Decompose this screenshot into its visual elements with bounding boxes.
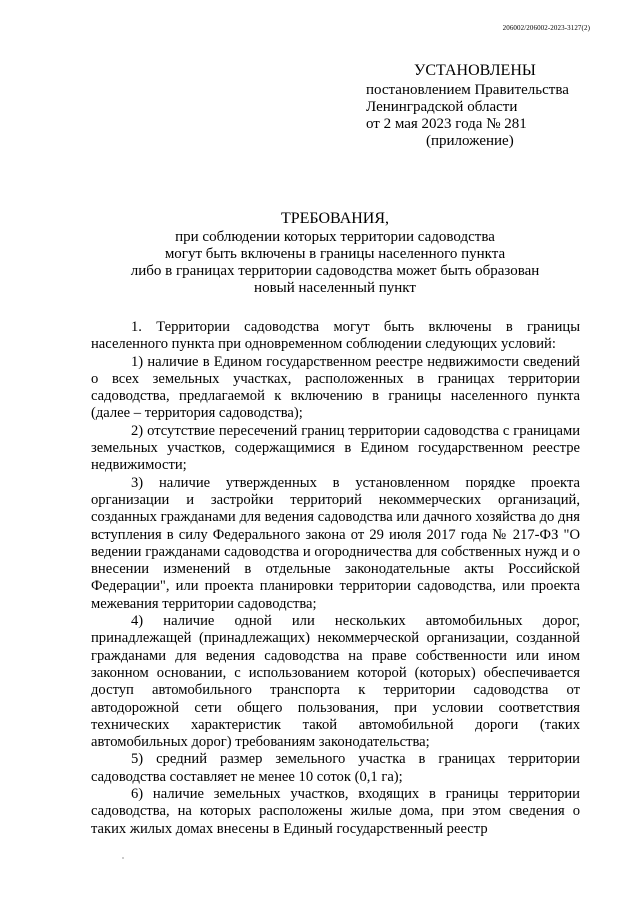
item-4: 4) наличие одной или нескольких автомобильных дорог, принадлежащей (принадлежащих) некоммерческой организации, созданной гражданами для ведения садоводства на праве собственности или ином законном основании, с использованием которой (которых) обеспечивается доступ автомобильного транспорта к территории садоводства от автодорожной сети общего пользования, при условии соответствия технических характеристик такой автомобильной дороги (таких автомобильных дорог) требованиям законодательства; [91, 613, 580, 751]
approval-appendix-note: (приложение) [426, 133, 514, 149]
item-2: 2) отсутствие пересечений границ территории садоводства с границами земельных участков, содержащимися в Едином государственном реестре недвижимости; [91, 422, 580, 474]
approval-line: постановлением Правительства [366, 82, 569, 98]
document-id: 206002/206002-2023-3127(2) [502, 24, 590, 32]
approval-block [366, 62, 606, 150]
title-line: новый населенный пункт [254, 280, 416, 296]
approval-heading: УСТАНОВЛЕНЫ [414, 62, 536, 79]
title-line: либо в границах территории садоводства может быть образован [130, 263, 540, 279]
title-line: при соблюдении которых территории садоводства [175, 229, 495, 245]
title-main: ТРЕБОВАНИЯ, [280, 210, 390, 227]
item-6: 6) наличие земельных участков, входящих в границы территории садоводства, на которых расположены жилые дома, при этом сведения о таких жилых домах внесены в Единый государственный реестр [91, 786, 580, 837]
approval-line: от 2 мая 2023 года № 281 [366, 116, 527, 132]
item-1: 1) наличие в Едином государственном реестре недвижимости сведений о всех земельных участках, расположенных в границах территории садоводства, предлагаемой к включению в границы населенного пункта (далее – территория садоводства); [91, 353, 580, 422]
document-title [90, 210, 580, 297]
approval-line: Ленинградской области [366, 99, 518, 115]
item-3: 3) наличие утвержденных в установленном порядке проекта организации и застройки территорий некоммерческих организаций, созданных гражданами для ведения садоводства или дачного хозяйства до дня вступления в силу Федерального закона от 29 июля 2017 года № 217-ФЗ "О ведении гражданами садоводства и огородничества для собственных нужд и о внесении изменений в отдельные законодательные акты Российской Федерации", или проекта планировки территории садоводства, или проекта межевания территории садоводства; [91, 474, 580, 612]
paragraph-1: 1. Территории садоводства могут быть включены в границы населенного пункта при одновременном соблюдении следующих условий: [91, 319, 580, 353]
item-5: 5) средний размер земельного участка в границах территории садоводства составляет не менее 10 соток (0,1 га); [91, 751, 580, 785]
document-body [91, 319, 580, 838]
title-line: могут быть включены в границы населенного пункта [164, 246, 506, 262]
scan-speck [122, 857, 124, 859]
